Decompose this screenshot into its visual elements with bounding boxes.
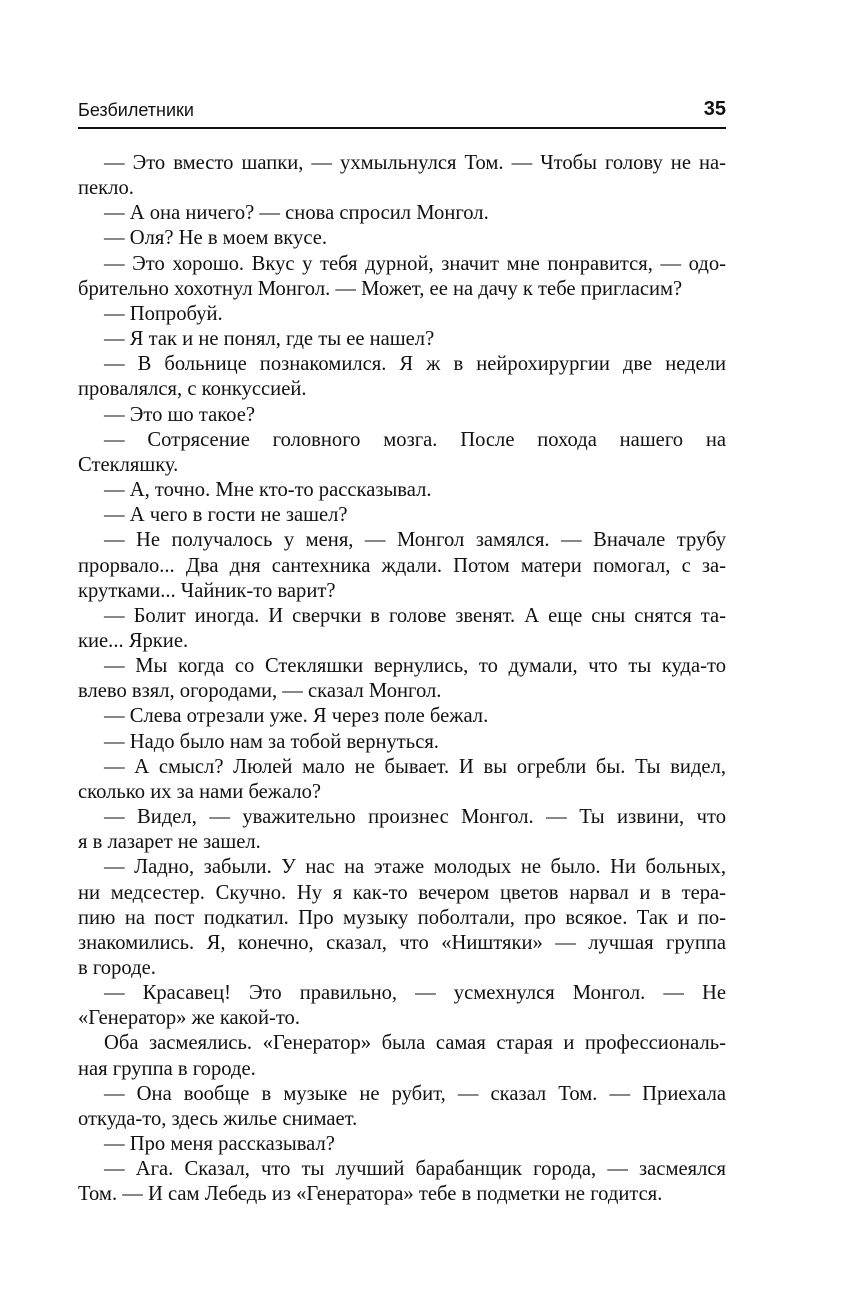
paragraph xyxy=(78,1082,726,1132)
text-line: — В больнице познакомился. Я ж в нейрохирургии две недели xyxy=(104,353,726,376)
paragraph xyxy=(78,428,726,478)
text-line: — Мы когда со Стекляшки вернулись, то думали, что ты куда-то xyxy=(104,655,726,678)
text-line: — Я так и не понял, где ты ее нашел? xyxy=(104,328,435,351)
paragraph xyxy=(78,503,726,528)
text-line: — Слева отрезали уже. Я через поле бежал. xyxy=(104,705,489,728)
text-line: — А, точно. Мне кто-то рассказывал. xyxy=(104,479,432,502)
text-line: — А она ничего? — снова спросил Монгол. xyxy=(104,202,489,225)
text-line: кие... Яркие. xyxy=(78,629,189,652)
text-line: — Болит иногда. И сверчки в голове звенят. А еще сны снятся та- xyxy=(104,604,726,627)
header-rule xyxy=(78,127,726,129)
paragraph xyxy=(78,403,726,428)
text-line: — Она вообще в музыке не рубит, — сказал Том. — Приехала xyxy=(104,1082,726,1105)
paragraph xyxy=(78,528,726,603)
text-line: ная группа в городе. xyxy=(78,1057,256,1080)
text-line: — А смысл? Люлей мало не бывает. И вы огребли бы. Ты видел, xyxy=(104,755,726,778)
text-line: Оба засмеялись. «Генератор» была самая старая и профессиональ- xyxy=(104,1032,726,1055)
paragraph xyxy=(78,252,726,302)
paragraph xyxy=(78,805,726,855)
text-line: — Оля? Не в моем вкусе. xyxy=(104,227,328,250)
paragraph xyxy=(78,981,726,1031)
text-line: — Ага. Сказал, что ты лучший барабанщик города, — засмеялся xyxy=(104,1158,726,1181)
text-line: в городе. xyxy=(78,957,156,979)
paragraph xyxy=(78,730,726,755)
paragraph xyxy=(78,1157,726,1207)
paragraph xyxy=(78,226,726,251)
text-line: откуда-то, здесь жилье снимает. xyxy=(78,1107,358,1130)
text-line: Стекляшку. xyxy=(78,453,179,476)
text-line: — Не получалось у меня, — Монгол замялся. — Вначале трубу xyxy=(104,529,726,552)
paragraph xyxy=(78,755,726,805)
text-line: знакомились. Я, конечно, сказал, что «Ништяки» — лучшая группа xyxy=(78,931,726,954)
text-line: — Красавец! Это правильно, — усмехнулся Монгол. — Не xyxy=(104,982,726,1005)
text-line: — Это шо такое? xyxy=(104,403,255,426)
text-line: Том. — И сам Лебедь из «Генератора» тебе в подметки не годится. xyxy=(78,1183,663,1206)
paragraph xyxy=(78,201,726,226)
text-line: влево взял, огородами, — сказал Монгол. xyxy=(78,680,442,703)
paragraph xyxy=(78,704,726,729)
text-line: — А чего в гости не зашел? xyxy=(104,504,348,527)
text-line: пекло. xyxy=(78,177,134,200)
text-line: «Генератор» же какой-то. xyxy=(78,1007,300,1030)
text-line: я в лазарет не зашел. xyxy=(78,831,261,854)
paragraph xyxy=(78,1132,726,1157)
page-number: 35 xyxy=(703,98,726,120)
text-line: провалялся, с конкуссией. xyxy=(78,378,307,401)
text-line: брительно хохотнул Монгол. — Может, ее на дачу к тебе пригласим? xyxy=(78,277,683,300)
text-line: — Это хорошо. Вкус у тебя дурной, значит мне понравится, — одо- xyxy=(104,252,726,275)
paragraph xyxy=(78,855,726,981)
text-line: — Это вместо шапки, — ухмыльнулся Том. — Чтобы голову не на- xyxy=(104,152,726,174)
text-line: крутками... Чайник-то варит? xyxy=(78,579,336,602)
page-header xyxy=(78,96,726,130)
text-line: прорвало... Два дня сантехника ждали. Потом матери помогал, с за- xyxy=(78,554,726,577)
text-line: — Сотрясение головного мозга. После похода нашего на xyxy=(104,428,726,451)
text-line: — Ладно, забыли. У нас на этаже молодых не было. Ни больных, xyxy=(104,856,726,879)
text-line: — Видел, — уважительно произнес Монгол. — Ты извини, что xyxy=(104,806,726,829)
paragraph xyxy=(78,352,726,402)
text-line: — Надо было нам за тобой вернуться. xyxy=(104,730,439,753)
text-line: пию на пост подкатил. Про музыку поболтали, про всякое. Так и по- xyxy=(78,906,726,929)
paragraph xyxy=(78,1031,726,1081)
text-line: сколько их за нами бежало? xyxy=(78,780,322,803)
paragraph xyxy=(78,654,726,704)
paragraph xyxy=(78,604,726,654)
paragraph xyxy=(78,327,726,352)
running-title: Безбилетники xyxy=(78,100,194,120)
paragraph xyxy=(78,302,726,327)
paragraph xyxy=(78,478,726,503)
text-line: — Про меня рассказывал? xyxy=(104,1133,335,1156)
body-text xyxy=(78,151,726,1208)
text-line: — Попробуй. xyxy=(104,302,223,325)
text-line: ни медсестер. Скучно. Ну я как-то вечером цветов нарвал и в тера- xyxy=(78,881,726,904)
paragraph xyxy=(78,151,726,201)
